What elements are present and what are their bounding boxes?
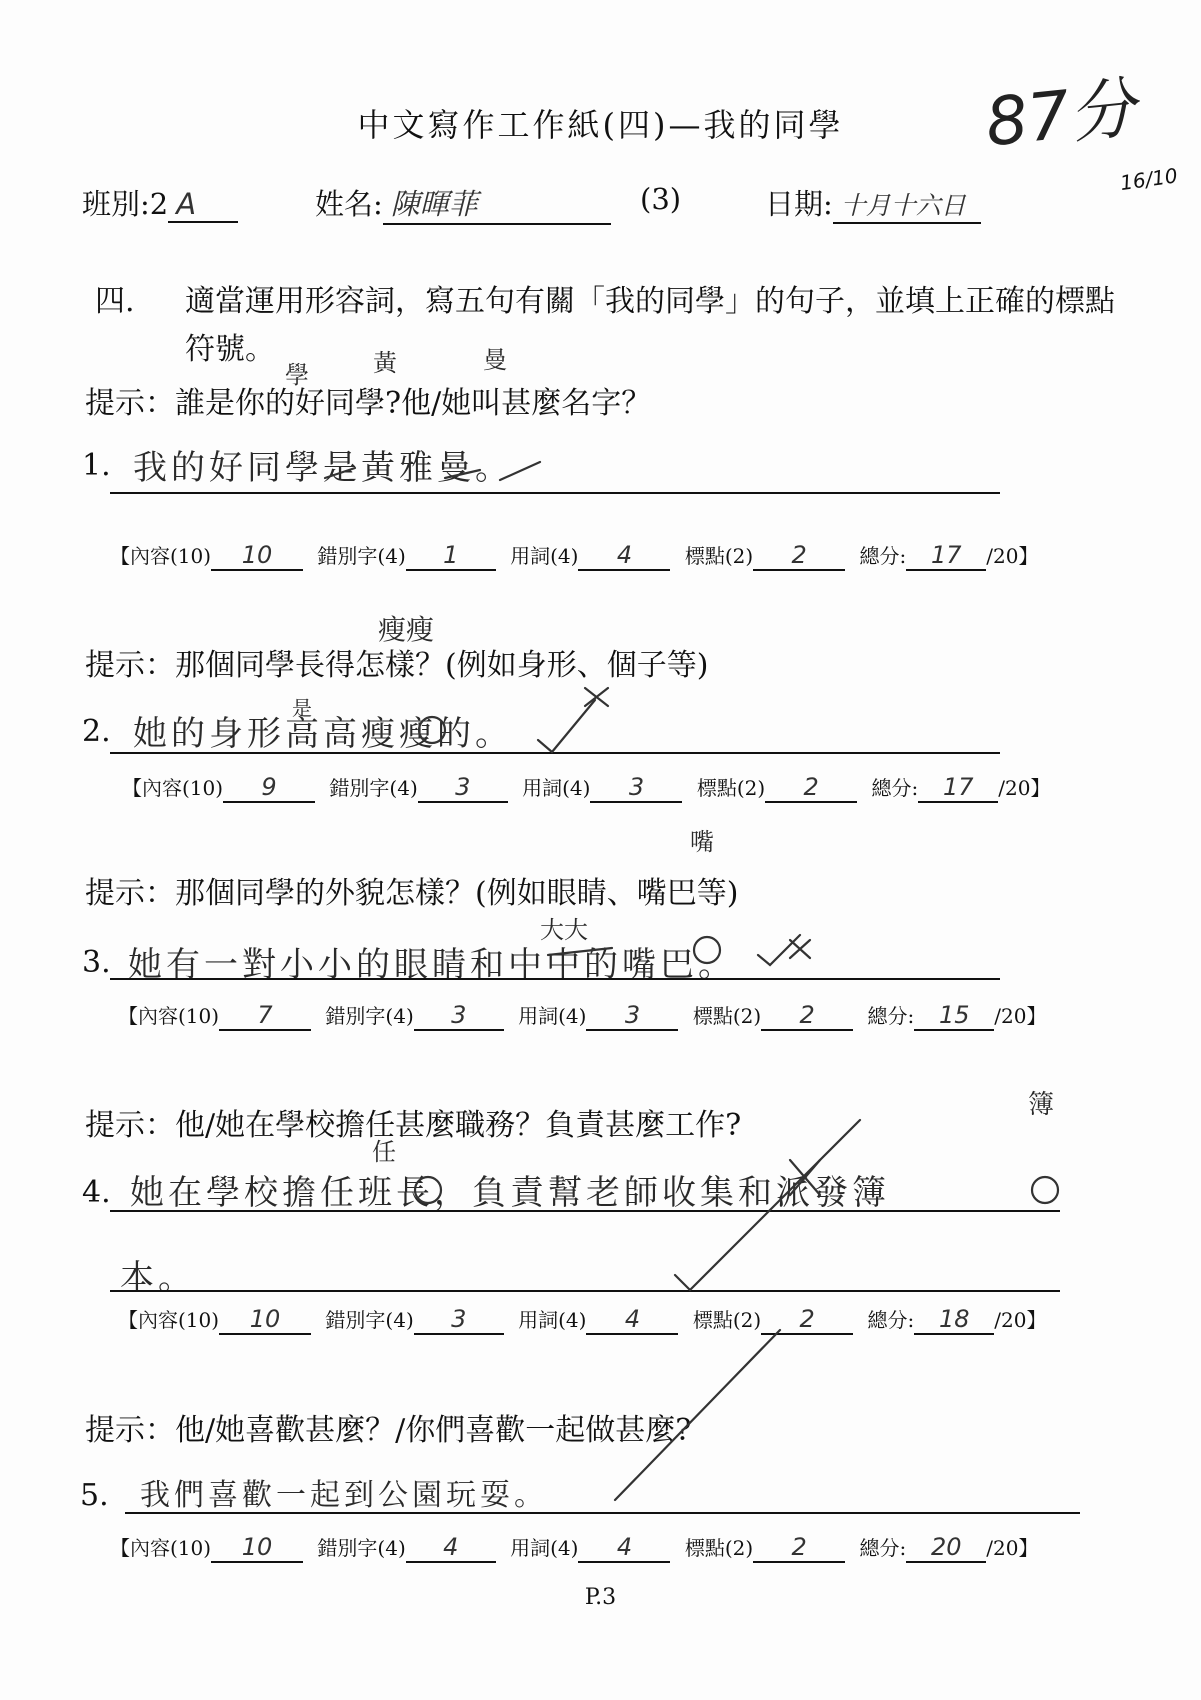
typo-label: 錯別字(4) (329, 776, 418, 800)
name-label: 姓名: (315, 187, 383, 221)
content-score: 10 (219, 1305, 311, 1335)
typo-score: 3 (414, 1001, 504, 1031)
punct-label: 標點(2) (684, 1536, 754, 1560)
max-label: /20】 (994, 1004, 1047, 1028)
correction-1b: 黃 (373, 349, 397, 377)
words-score: 4 (578, 1533, 670, 1563)
words-label: 用詞(4) (510, 544, 579, 568)
answer-5: 我們喜歡一起到公園玩耍。 (140, 1478, 548, 1513)
worksheet-title: 中文寫作工作紙(四)—我的同學 (357, 106, 844, 144)
punct-label: 標點(2) (692, 1308, 762, 1332)
answer-2: 她的身形高高瘦瘦的。 (133, 714, 513, 754)
typo-score: 3 (414, 1305, 504, 1335)
punct-score: 2 (753, 1533, 845, 1563)
class-value: A (168, 187, 238, 223)
typo-label: 錯別字(4) (317, 1536, 406, 1560)
cross-mark (790, 1160, 820, 1195)
total-label: 總分: (859, 544, 907, 568)
question-number: 四. (95, 284, 135, 319)
correction-4a: 任 (372, 1138, 396, 1166)
correction-1a: 學 (285, 361, 309, 389)
hint-4: 提示：他/她在學校擔任甚麼職務？負責甚麼工作? (85, 1108, 742, 1143)
answer-4-continued: 本。 (120, 1258, 196, 1298)
circle-mark (419, 717, 445, 743)
strike-mark (445, 470, 480, 478)
content-score: 7 (219, 1001, 311, 1031)
content-score: 9 (223, 773, 315, 803)
tick-mark (538, 700, 595, 752)
page-number: P.3 (584, 1585, 617, 1610)
student-number: (3) (640, 182, 682, 216)
words-score: 3 (586, 1001, 678, 1031)
strike-mark (548, 948, 612, 955)
punct-label: 標點(2) (696, 776, 766, 800)
words-score: 3 (590, 773, 682, 803)
tick-mark (615, 1330, 780, 1500)
item-number-1: 1. (82, 448, 111, 483)
answer-1: 我的好同學是黃雅曼。 (133, 448, 513, 488)
punct-score: 2 (765, 773, 857, 803)
total-score-2: 17 (918, 773, 998, 803)
cross-mark (585, 688, 608, 706)
words-label: 用詞(4) (518, 1308, 587, 1332)
circle-mark (1032, 1177, 1058, 1203)
max-label: /20】 (986, 1536, 1039, 1560)
circle-mark (415, 1177, 441, 1203)
words-label: 用詞(4) (518, 1004, 587, 1028)
strike-mark (325, 468, 355, 478)
item-number-3: 3. (82, 945, 111, 980)
circle-mark (694, 937, 720, 963)
hint-1: 提示：誰是你的好同學?他/她叫甚麼名字？ (85, 386, 652, 421)
words-label: 用詞(4) (510, 1536, 579, 1560)
content-score: 10 (211, 541, 303, 571)
content-label: 【內容(10) (122, 776, 224, 800)
punct-label: 標點(2) (692, 1004, 762, 1028)
class-prefix: 2 (149, 187, 169, 221)
tick-mark (758, 935, 800, 965)
total-label: 總分: (867, 1004, 915, 1028)
tick-mark (675, 1120, 860, 1290)
question-text: 適當運用形容詞，寫五句有關「我的同學」的句子，並填上正確的標點符號。 (185, 284, 1115, 367)
total-score: 87分 (982, 69, 1140, 162)
total-label: 總分: (871, 776, 919, 800)
max-label: /20】 (986, 544, 1039, 568)
correction-3b: 大大 (540, 916, 588, 944)
correction-2a: 瘦瘦 (378, 613, 435, 646)
typo-label: 錯別字(4) (325, 1308, 414, 1332)
item-number-2: 2. (82, 714, 111, 749)
words-label: 用詞(4) (522, 776, 591, 800)
class-label: 班別: (82, 187, 150, 221)
max-label: /20】 (994, 1308, 1047, 1332)
total-score-1: 17 (906, 541, 986, 571)
max-label: /20】 (998, 776, 1051, 800)
total-score-4: 18 (914, 1305, 994, 1335)
total-score-5: 20 (906, 1533, 986, 1563)
words-score: 4 (578, 541, 670, 571)
content-label: 【內容(10) (118, 1308, 220, 1332)
typo-label: 錯別字(4) (325, 1004, 414, 1028)
total-label: 總分: (859, 1536, 907, 1560)
hint-3: 提示：那個同學的外貌怎樣？(例如眼睛、嘴巴等) (85, 876, 739, 911)
typo-score: 4 (406, 1533, 496, 1563)
content-label: 【內容(10) (118, 1004, 220, 1028)
punct-label: 標點(2) (684, 544, 754, 568)
typo-score: 3 (418, 773, 508, 803)
punct-score: 2 (761, 1001, 853, 1031)
content-label: 【內容(10) (110, 1536, 212, 1560)
answer-3: 她有一對小小的眼睛和中中的嘴巴。 (128, 945, 736, 985)
answer-4: 她在學校擔任班長，負責幫老師收集和派發簿 (130, 1173, 890, 1213)
words-score: 4 (586, 1305, 678, 1335)
strike-mark (500, 462, 540, 480)
total-score-3: 15 (914, 1001, 994, 1031)
hint-5: 提示：他/她喜歡甚麼？/你們喜歡一起做甚麼? (85, 1413, 692, 1448)
correction-1c: 曼 (483, 346, 507, 374)
item-number-4: 4. (82, 1175, 111, 1210)
punct-score: 2 (761, 1305, 853, 1335)
typo-score: 1 (406, 541, 496, 571)
punct-score: 2 (753, 541, 845, 571)
date-value: 十月十六日 (833, 186, 981, 224)
correction-4b: 簿 (1028, 1090, 1055, 1120)
item-number-5: 5. (80, 1478, 109, 1513)
correction-3a: 嘴 (690, 828, 714, 856)
name-value: 陳暉菲 (383, 182, 611, 225)
teacher-date-note: 16/10 (1118, 163, 1180, 196)
hint-2: 提示：那個同學長得怎樣？(例如身形、個子等) (85, 648, 709, 683)
content-label: 【內容(10) (110, 544, 212, 568)
total-label: 總分: (867, 1308, 915, 1332)
correction-2b: 是 (292, 696, 312, 720)
content-score: 10 (211, 1533, 303, 1563)
cross-mark (790, 940, 810, 958)
date-label: 日期: (765, 187, 833, 221)
typo-label: 錯別字(4) (317, 544, 406, 568)
